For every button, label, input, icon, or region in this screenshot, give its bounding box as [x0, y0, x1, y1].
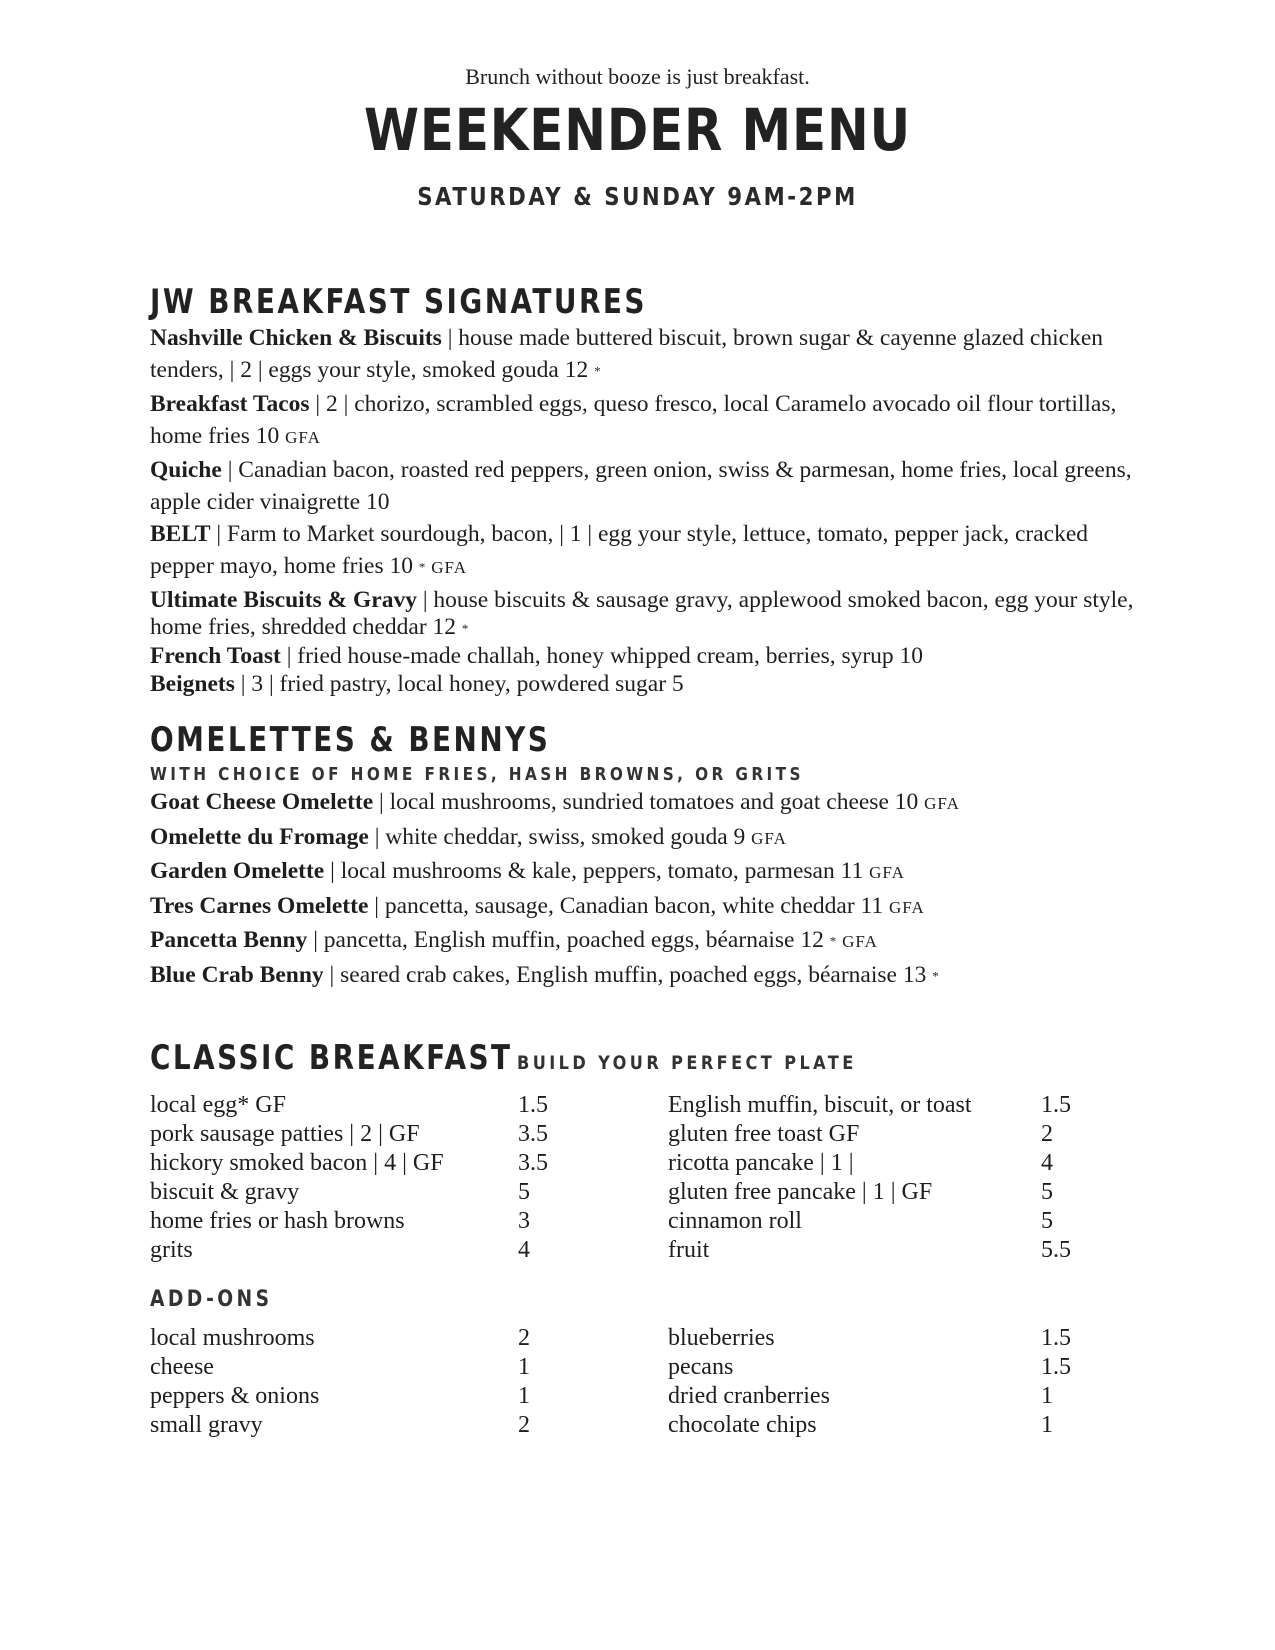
- menu-item: [150, 821, 1150, 856]
- item-description: | Farm to Market sourdough, bacon, | 1 | egg your style, lettuce, tomato, pepper jack, cracked pepper mayo, home fries 10: [150, 520, 1089, 579]
- item-price: 5: [518, 1179, 530, 1205]
- item-name: local egg* GF: [150, 1092, 286, 1118]
- price-row: [150, 1325, 1150, 1354]
- menu-item: [150, 322, 1150, 388]
- item-description: | house made buttered biscuit, brown sugar & cayenne glazed chicken tenders, | 2 | eggs your style, smoked gouda 12: [150, 325, 1103, 383]
- item-name: Goat Cheese Omelette: [150, 789, 374, 815]
- signatures-heading: JW BREAKFAST SIGNATURES: [150, 282, 647, 322]
- item-name: Omelette du Fromage: [150, 823, 369, 850]
- item-price: 5.5: [1041, 1237, 1071, 1263]
- price-row: [150, 1092, 1150, 1121]
- menu-item: [150, 454, 1150, 518]
- item-price: 1.5: [518, 1092, 548, 1118]
- item-description: | 3 | fried pastry, local honey, powdered sugar 5: [234, 670, 684, 697]
- item-description: | house biscuits & sausage gravy, applewood smoked bacon, egg your style, home fries, shredded cheddar 12: [150, 586, 1134, 640]
- gfa-tag: GFA: [751, 828, 787, 848]
- item-name: Garden Omelette: [150, 858, 325, 884]
- hours-subtitle: SATURDAY & SUNDAY 9AM-2PM: [417, 182, 858, 211]
- menu-item: [150, 924, 1150, 959]
- menu-item: [150, 587, 1150, 642]
- price-row: [150, 1208, 1150, 1237]
- price-row: [150, 1121, 1150, 1150]
- item-name: pork sausage patties | 2 | GF: [150, 1121, 420, 1147]
- classic-heading: CLASSIC BREAKFAST: [150, 1038, 513, 1078]
- item-name: pecans: [668, 1354, 734, 1380]
- menu-item: [150, 388, 1150, 454]
- gfa-tag: GFA: [869, 863, 905, 882]
- omelettes-subheading: WITH CHOICE OF HOME FRIES, HASH BROWNS, OR GRITS: [150, 764, 804, 785]
- gfa-tag: GFA: [924, 794, 960, 813]
- item-price: 2: [518, 1412, 530, 1438]
- item-name: cheese: [150, 1354, 214, 1380]
- item-name: Ultimate Biscuits & Gravy: [150, 586, 417, 613]
- omelettes-list: [150, 786, 1150, 992]
- item-name: gluten free pancake | 1 | GF: [668, 1179, 933, 1205]
- item-name: English muffin, biscuit, or toast: [668, 1092, 972, 1118]
- item-price: 1: [1041, 1412, 1053, 1438]
- item-name: Nashville Chicken & Biscuits: [150, 325, 442, 351]
- price-row: [150, 1383, 1150, 1412]
- item-price: 1.5: [1041, 1325, 1071, 1351]
- item-name: chocolate chips: [668, 1412, 817, 1438]
- menu-item: [150, 518, 1150, 584]
- item-price: 1.5: [1041, 1354, 1071, 1380]
- item-name: fruit: [668, 1237, 710, 1263]
- classic-grid: [150, 1092, 1150, 1266]
- item-price: 1: [518, 1354, 530, 1380]
- price-row: [150, 1354, 1150, 1383]
- raw-warning-mark: *: [418, 559, 426, 575]
- item-name: Tres Carnes Omelette: [150, 892, 369, 919]
- item-description: | local mushrooms, sundried tomatoes and goat cheese 10: [373, 789, 925, 815]
- item-name: Pancetta Benny: [150, 927, 308, 953]
- omelettes-heading: OMELETTES & BENNYS: [150, 720, 551, 760]
- item-price: 5: [1041, 1179, 1053, 1205]
- item-price: 2: [1041, 1121, 1053, 1147]
- item-name: home fries or hash browns: [150, 1208, 405, 1234]
- item-description: | white cheddar, swiss, smoked gouda 9: [368, 823, 752, 850]
- item-name: gluten free toast GF: [668, 1121, 860, 1147]
- item-name: Beignets: [150, 670, 235, 697]
- item-description: | seared crab cakes, English muffin, poached eggs, béarnaise 13: [323, 961, 933, 988]
- item-price: 2: [518, 1325, 530, 1351]
- item-price: 5: [1041, 1208, 1053, 1234]
- addons-heading: ADD-ONS: [150, 1287, 273, 1312]
- gfa-tag: GFA: [285, 427, 321, 447]
- item-name: biscuit & gravy: [150, 1179, 300, 1205]
- item-price: 1.5: [1041, 1092, 1071, 1118]
- item-price: 1: [1041, 1383, 1053, 1409]
- item-description: | pancetta, sausage, Canadian bacon, white cheddar 11: [368, 892, 890, 919]
- price-row: [150, 1179, 1150, 1208]
- item-price: 3: [518, 1208, 530, 1234]
- item-price: 1: [518, 1383, 530, 1409]
- price-row: [150, 1412, 1150, 1441]
- page-title: WEEKENDER MENU: [364, 96, 911, 164]
- price-row: [150, 1150, 1150, 1179]
- item-name: French Toast: [150, 642, 281, 669]
- item-name: BELT: [150, 520, 211, 547]
- item-name: Quiche: [150, 456, 222, 483]
- price-row: [150, 1237, 1150, 1266]
- gfa-tag: GFA: [431, 557, 467, 577]
- tagline: Brunch without booze is just breakfast.: [465, 64, 810, 89]
- item-description: | pancetta, English muffin, poached eggs, béarnaise 12: [307, 927, 830, 953]
- menu-item: [150, 670, 1150, 698]
- raw-warning-mark: *: [594, 363, 601, 379]
- item-name: dried cranberries: [668, 1383, 830, 1409]
- item-description: | 2 | chorizo, scrambled eggs, queso fresco, local Caramelo avocado oil flour tortillas, home fries 10: [150, 390, 1117, 449]
- item-name: ricotta pancake | 1 |: [668, 1150, 854, 1176]
- item-name: Blue Crab Benny: [150, 961, 324, 988]
- menu-item: [150, 890, 1150, 925]
- item-name: cinnamon roll: [668, 1208, 802, 1234]
- item-price: 4: [1041, 1150, 1053, 1176]
- menu-item: [150, 855, 1150, 890]
- item-name: local mushrooms: [150, 1325, 315, 1351]
- item-name: blueberries: [668, 1325, 775, 1351]
- raw-warning-mark: *: [829, 933, 837, 949]
- raw-warning-mark: *: [461, 620, 469, 636]
- item-name: hickory smoked bacon | 4 | GF: [150, 1150, 444, 1176]
- gfa-tag: GFA: [842, 932, 878, 951]
- item-description: | fried house-made challah, honey whipped cream, berries, syrup 10: [280, 642, 924, 669]
- item-price: 3.5: [518, 1150, 548, 1176]
- item-description: | Canadian bacon, roasted red peppers, green onion, swiss & parmesan, home fries, local greens, apple cider vinaigrette 10: [150, 456, 1132, 515]
- menu-item: [150, 642, 1150, 670]
- item-name: small gravy: [150, 1412, 263, 1438]
- classic-subheading: BUILD YOUR PERFECT PLATE: [517, 1052, 857, 1074]
- gfa-tag: GFA: [889, 897, 925, 917]
- item-name: grits: [150, 1237, 193, 1263]
- menu-item: [150, 786, 1150, 821]
- addons-grid: [150, 1325, 1150, 1441]
- item-price: 3.5: [518, 1121, 548, 1147]
- raw-warning-mark: *: [932, 967, 939, 983]
- signatures-list: [150, 322, 1150, 698]
- item-name: Breakfast Tacos: [150, 390, 310, 417]
- menu-item: [150, 959, 1150, 993]
- item-description: | local mushrooms & kale, peppers, tomato, parmesan 11: [324, 858, 870, 884]
- item-name: peppers & onions: [150, 1383, 320, 1409]
- item-price: 4: [518, 1237, 530, 1263]
